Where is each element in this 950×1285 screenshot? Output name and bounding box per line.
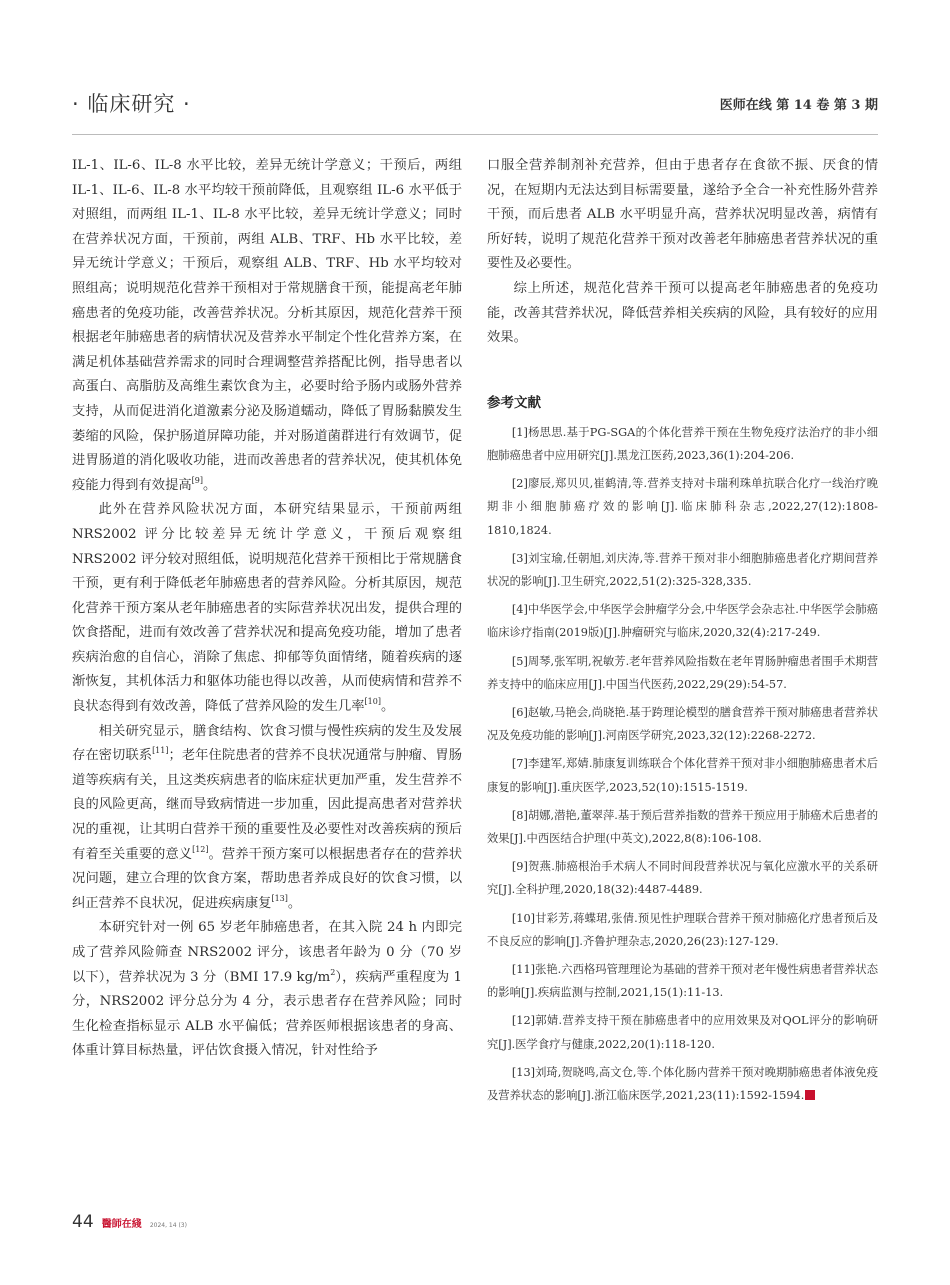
reference-item: [4]中华医学会,中华医学会肿瘤学分会,中华医学会杂志社.中华医学会肺癌临床诊疗指南(2019版)[J].肿瘤研究与临床,2020,32(4):217-249.: [487, 603, 878, 640]
body-paragraph-1: IL-1、IL-6、IL-8 水平比较，差异无统计学意义；干预后，两组 IL-1、IL-6、IL-8 水平均较干预前降低，且观察组 IL-6 水平低于对照组，而两组 IL-1、IL-8 水平比较，差异无统计学意义；同时在营养状况方面，干预前，两组 ALB、TRF、Hb 水平比较，差异无统计学意义；干预后，观察组 ALB、TRF、Hb 水平均较对照组高；说明规范化营养干预相对于常规膳食干预，能提高老年肺癌患者的免疫功能，改善营养状况。分析其原因，规范化营养干预根据老年肺癌患者的病情状况及营养水平制定个性化营养方案，在满足机体基础营养需求的同时合理调整营养搭配比例，指导患者以高蛋白、高脂肪及高维生素饮食为主，必要时给予肠内或肠外营养支持，从而促进消化道激素分泌及肠道蠕动，降低了胃肠黏膜发生萎缩的风险，保护肠道屏障功能，并对肠道菌群进行有效调节，促进胃肠道的消化吸收功能，进而改善患者的营养状况，使其机体免疫能力得到有效提高[9]。: [72, 158, 462, 493]
citation: [9]: [191, 475, 204, 485]
reference-item: [2]廖辰,郑贝贝,崔鹤清,等.营养支持对卡瑞利珠单抗联合化疗一线治疗晚期非小细胞肺癌疗效的影响[J].临床肺科杂志,2022,27(12):1808-1810,1824.: [487, 477, 878, 537]
reference-item: [5]周琴,张军明,祝敏芳.老年营养风险指数在老年胃肠肿瘤患者围手术期营养支持中的临床应用[J].中国当代医药,2022,29(29):54-57.: [487, 654, 878, 691]
reference-item: [8]胡娜,潜艳,董翠萍.基于预后营养指数的营养干预应用于肺癌术后患者的效果[J].中西医结合护理(中英文),2022,8(8):106-108.: [487, 808, 878, 845]
right-column: [487, 154, 878, 1112]
citation: [12]: [192, 844, 209, 854]
reference-item: [7]李建军,郑婧.肺康复训练联合个体化营养干预对非小细胞肺癌患者术后康复的影响[J].重庆医学,2023,52(10):1515-1519.: [487, 757, 878, 794]
left-column: [72, 154, 462, 1064]
citation: [11]: [152, 746, 169, 756]
references-heading: 参考文献: [487, 394, 541, 411]
journal-issue-header: 医师在线 第 14 卷 第 3 期: [719, 98, 878, 113]
citation: [10]: [364, 697, 381, 707]
header-divider: [72, 134, 878, 135]
reference-item: [1]杨思思.基于PG-SGA的个体化营养干预在生物免疫疗法治疗的非小细胞肺癌患者中应用研究[J].黑龙江医药,2023,36(1):204-206.: [487, 425, 878, 462]
body-paragraph-4: 本研究针对一例 65 岁老年肺癌患者，在其入院 24 h 内即完成了营养风险筛查 NRS2002 评分，该患者年龄为 0 分（70 岁以下），营养状况为 3 分（BMI 17.9 $kg/m^2$），疾病严重程度为 1 分，NRS2002 评分总分为 4 分，表示患者存在营养风险；同时生化检查指标显示 ALB 水平偏低；营养医师根据该患者的身高、体重计算目标热量，评估饮食摄入情况，针对性给予: [72, 920, 462, 1059]
superscript: 2: [330, 967, 336, 977]
citation: [13]: [271, 893, 288, 903]
reference-item: [3]刘宝瑜,任朝旭,刘庆涛,等.营养干预对非小细胞肺癌患者化疗期间营养状况的影响[J].卫生研究,2022,51(2):325-328,335.: [487, 551, 878, 588]
body-paragraph-2: 此外在营养风险状况方面，本研究结果显示，干预前两组 NRS2002 评分比较差异无统计学意义，干预后观察组 NRS2002 评分较对照组低，说明规范化营养干预相比于常规膳食干预，更有利于降低老年肺癌患者的营养风险。分析其原因，规范化营养干预方案从老年肺癌患者的实际营养状况出发，提供合理的饮食搭配，进而有效改善了营养状况和提高免疫功能，增加了患者疾病治愈的自信心，消除了焦虑、抑郁等负面情绪，随着疾病的逐渐恢复，其机体活力和躯体功能也得以改善，从而使病情和营养不良状态得到有效改善，降低了营养风险的发生几率[10]。: [72, 502, 462, 715]
reference-item: [12]郭婧.营养支持干预在肺癌患者中的应用效果及对QOL评分的影响研究[J].医学食疗与健康,2022,20(1):118-120.: [487, 1014, 878, 1051]
conclusion-paragraph: 综上所述，规范化营养干预可以提高老年肺癌患者的免疫功能，改善其营养状况，降低营养相关疾病的风险，具有较好的应用效果。: [487, 280, 878, 346]
footer-issue: 2024, 14 (3): [149, 1222, 187, 1229]
page-number: 44: [72, 1212, 94, 1232]
reference-item-last: [13]刘琦,贺晓鸣,高文仓,等.个体化肠内营养干预对晚期肺癌患者体液免疫及营养状态的影响[J].浙江临床医学,2021,23(11):1592-1594.: [487, 1065, 878, 1103]
section-title: · 临床研究 ·: [72, 92, 191, 116]
body-paragraph-5: 口服全营养制剂补充营养，但由于患者存在食欲不振、厌食的情况，在短期内无法达到目标需要量，遂给予全合一补充性肠外营养干预，而后患者 ALB 水平明显升高，营养状况明显改善，病情有所好转，说明了规范化营养干预对改善老年肺癌患者营养状况的重要性及必要性。: [487, 158, 878, 272]
reference-item: [11]张艳.六西格玛管理理论为基础的营养干预对老年慢性病患者营养状态的影响[J].疾病监测与控制,2021,15(1):11-13.: [487, 963, 878, 1000]
reference-item: [10]甘彩芳,蒋蝶珺,张倩.预见性护理联合营养干预对肺癌化疗患者预后及不良反应的影响[J].齐鲁护理杂志,2020,26(23):127-129.: [487, 911, 878, 948]
reference-list: [487, 421, 878, 1107]
body-paragraph-3: 相关研究显示，膳食结构、饮食习惯与慢性疾病的发生及发展存在密切联系[11]；老年住院患者的营养不良状况通常与肿瘤、胃肠道等疾病有关，且这类疾病患者的临床症状更加严重，发生营养不良的风险更高，继而导致病情进一步加重，因此提高患者对营养状况的重视，让其明白营养干预的重要性及必要性对改善疾病的预后有着至关重要的意义[12]。营养干预方案可以根据患者存在的营养状况问题，建立合理的饮食方案，帮助患者养成良好的饮食习惯，以纠正营养不良状况，促进疾病康复[13]。: [72, 723, 463, 911]
end-of-article-mark-icon: [805, 1090, 815, 1100]
footer-journal-logo: 醫師在綫: [101, 1219, 142, 1230]
page-footer: [72, 1212, 187, 1232]
reference-item: [9]贺燕.肺癌根治手术病人不同时间段营养状况与氧化应激水平的关系研究[J].全科护理,2020,18(32):4487-4489.: [487, 860, 878, 897]
reference-item: [6]赵敏,马艳会,尚晓艳.基于跨理论模型的膳食营养干预对肺癌患者营养状况及免疫功能的影响[J].河南医学研究,2023,32(12):2268-2272.: [487, 705, 878, 743]
